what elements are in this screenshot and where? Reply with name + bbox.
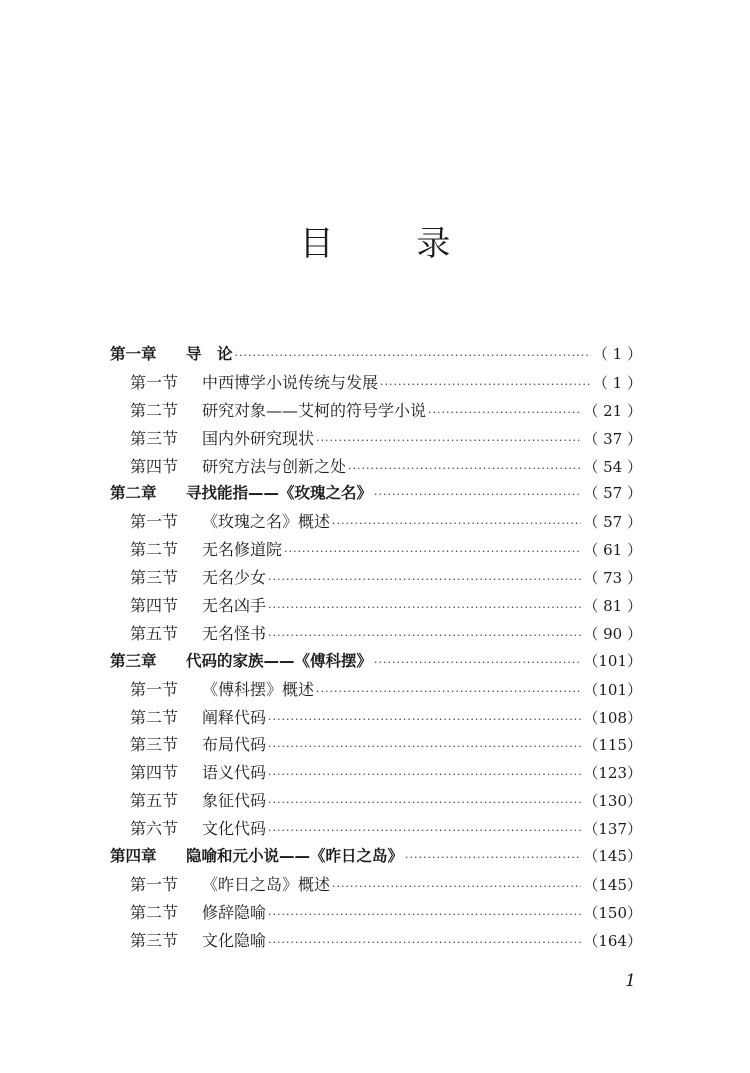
dot-leader bbox=[405, 844, 581, 872]
toc-entry-title: 研究方法与创新之处 bbox=[202, 456, 347, 476]
toc-entry-label: 第二节 bbox=[130, 540, 179, 560]
toc-entry-page: （145） bbox=[583, 875, 642, 894]
dot-leader bbox=[268, 929, 581, 957]
toc-section-entry bbox=[110, 620, 642, 648]
toc-entry-title: 文化隐喻 bbox=[202, 930, 267, 950]
toc-section-entry bbox=[110, 871, 642, 899]
toc-entry-label: 第三节 bbox=[130, 568, 179, 588]
toc-entry-page: （150） bbox=[583, 903, 642, 922]
page-title: 目 录 bbox=[299, 224, 487, 264]
toc-entry-label: 第二节 bbox=[130, 400, 179, 420]
dot-leader bbox=[235, 342, 591, 370]
toc-section-entry bbox=[110, 508, 642, 536]
toc-section-entry bbox=[110, 397, 642, 425]
dot-leader bbox=[380, 371, 591, 399]
toc-section-entry bbox=[110, 759, 642, 787]
dot-leader bbox=[316, 678, 581, 706]
toc-entry-title: 国内外研究现状 bbox=[202, 428, 315, 448]
toc-entry-title: 无名怪书 bbox=[202, 623, 267, 643]
toc-entry-title: 无名凶手 bbox=[202, 596, 267, 616]
toc-entry-label: 第六节 bbox=[130, 819, 179, 839]
toc-section-entry bbox=[110, 899, 642, 927]
toc-section-entry bbox=[110, 704, 642, 732]
toc-entry-title: 《玫瑰之名》概述 bbox=[202, 512, 331, 532]
toc-chapter-entry bbox=[110, 648, 642, 676]
toc-entry-page: （ 1 ） bbox=[592, 373, 642, 392]
toc-entry-label: 第一节 bbox=[130, 679, 179, 699]
dot-leader bbox=[268, 901, 581, 929]
toc-section-entry bbox=[110, 453, 642, 481]
dot-leader bbox=[268, 622, 581, 650]
toc-chapter-entry bbox=[110, 480, 642, 508]
toc-chapter-entry bbox=[110, 341, 642, 369]
toc-entry-title: 研究对象——艾柯的符号学小说 bbox=[202, 400, 427, 420]
dot-leader bbox=[284, 538, 581, 566]
dot-leader bbox=[268, 594, 581, 622]
toc-section-entry bbox=[110, 425, 642, 453]
toc-entry-page: （ 1 ） bbox=[592, 345, 642, 363]
toc-entry-title: 隐喻和元小说——《昨日之岛》 bbox=[186, 847, 404, 866]
dot-leader bbox=[374, 649, 581, 677]
toc-entry-page: （115） bbox=[583, 736, 642, 755]
toc-section-entry bbox=[110, 564, 642, 592]
dot-leader bbox=[268, 733, 581, 761]
toc-section-entry bbox=[110, 592, 642, 620]
toc-entry-page: （ 21 ） bbox=[583, 401, 642, 420]
table-of-contents bbox=[110, 341, 642, 955]
toc-entry-label: 第四章 bbox=[110, 847, 157, 866]
toc-entry-title: 《傅科摆》概述 bbox=[202, 679, 315, 699]
toc-entry-label: 第三节 bbox=[130, 428, 179, 448]
toc-entry-title: 《昨日之岛》概述 bbox=[202, 874, 331, 894]
dot-leader bbox=[332, 873, 581, 901]
toc-entry-title: 阐释代码 bbox=[202, 707, 267, 727]
dot-leader bbox=[268, 706, 581, 734]
dot-leader bbox=[268, 789, 581, 817]
toc-entry-page: （137） bbox=[583, 820, 642, 839]
toc-entry-page: （ 57 ） bbox=[583, 484, 642, 503]
toc-entry-label: 第三节 bbox=[130, 735, 179, 755]
toc-entry-label: 第一章 bbox=[110, 345, 157, 363]
toc-entry-title: 无名少女 bbox=[202, 568, 267, 588]
toc-entry-page: （ 37 ） bbox=[583, 429, 642, 448]
toc-entry-label: 第二章 bbox=[110, 484, 157, 503]
toc-entry-page: （ 90 ） bbox=[583, 624, 642, 643]
dot-leader bbox=[316, 427, 581, 455]
toc-entry-label: 第四节 bbox=[130, 456, 179, 476]
toc-entry-title: 修辞隐喻 bbox=[202, 902, 267, 922]
toc-entry-label: 第二节 bbox=[130, 707, 179, 727]
toc-section-entry bbox=[110, 676, 642, 704]
page-number: 1 bbox=[625, 971, 636, 991]
toc-entry-label: 第二节 bbox=[130, 902, 179, 922]
toc-section-entry bbox=[110, 731, 642, 759]
toc-section-entry bbox=[110, 787, 642, 815]
toc-entry-title: 文化代码 bbox=[202, 819, 267, 839]
toc-section-entry bbox=[110, 815, 642, 843]
toc-entry-label: 第三章 bbox=[110, 651, 157, 670]
toc-entry-title: 语义代码 bbox=[202, 763, 267, 783]
toc-entry-label: 第四节 bbox=[130, 763, 179, 783]
toc-entry-label: 第一节 bbox=[130, 372, 179, 392]
toc-chapter-entry bbox=[110, 843, 642, 871]
toc-entry-page: （ 81 ） bbox=[583, 597, 642, 616]
toc-section-entry bbox=[110, 927, 642, 955]
toc-entry-page: （145） bbox=[583, 847, 642, 866]
toc-entry-title: 象征代码 bbox=[202, 791, 267, 811]
toc-entry-page: （164） bbox=[583, 931, 642, 950]
toc-entry-label: 第一节 bbox=[130, 512, 179, 532]
toc-entry-label: 第五节 bbox=[130, 623, 179, 643]
dot-leader bbox=[268, 817, 581, 845]
toc-entry-label: 第一节 bbox=[130, 874, 179, 894]
toc-entry-page: （123） bbox=[583, 764, 642, 783]
dot-leader bbox=[374, 481, 581, 509]
toc-entry-title: 布局代码 bbox=[202, 735, 267, 755]
toc-entry-label: 第四节 bbox=[130, 596, 179, 616]
toc-entry-title: 寻找能指——《玫瑰之名》 bbox=[186, 484, 373, 503]
toc-entry-title: 导 论 bbox=[186, 345, 233, 363]
dot-leader bbox=[268, 761, 581, 789]
toc-entry-title: 中西博学小说传统与发展 bbox=[202, 372, 379, 392]
toc-section-entry bbox=[110, 369, 642, 397]
toc-entry-label: 第五节 bbox=[130, 791, 179, 811]
toc-entry-page: （108） bbox=[583, 708, 642, 727]
toc-entry-title: 代码的家族——《傅科摆》 bbox=[186, 651, 373, 670]
dot-leader bbox=[332, 510, 581, 538]
toc-entry-title: 无名修道院 bbox=[202, 540, 283, 560]
toc-entry-label: 第三节 bbox=[130, 930, 179, 950]
toc-section-entry bbox=[110, 536, 642, 564]
toc-entry-page: （130） bbox=[583, 792, 642, 811]
dot-leader bbox=[268, 566, 581, 594]
dot-leader bbox=[348, 455, 581, 483]
toc-entry-page: （ 73 ） bbox=[583, 569, 642, 588]
toc-entry-page: （101） bbox=[583, 680, 642, 699]
toc-entry-page: （ 57 ） bbox=[583, 513, 642, 532]
toc-entry-page: （ 61 ） bbox=[583, 541, 642, 560]
dot-leader bbox=[428, 399, 581, 427]
toc-entry-page: （ 54 ） bbox=[583, 457, 642, 476]
toc-entry-page: （101） bbox=[583, 651, 642, 670]
